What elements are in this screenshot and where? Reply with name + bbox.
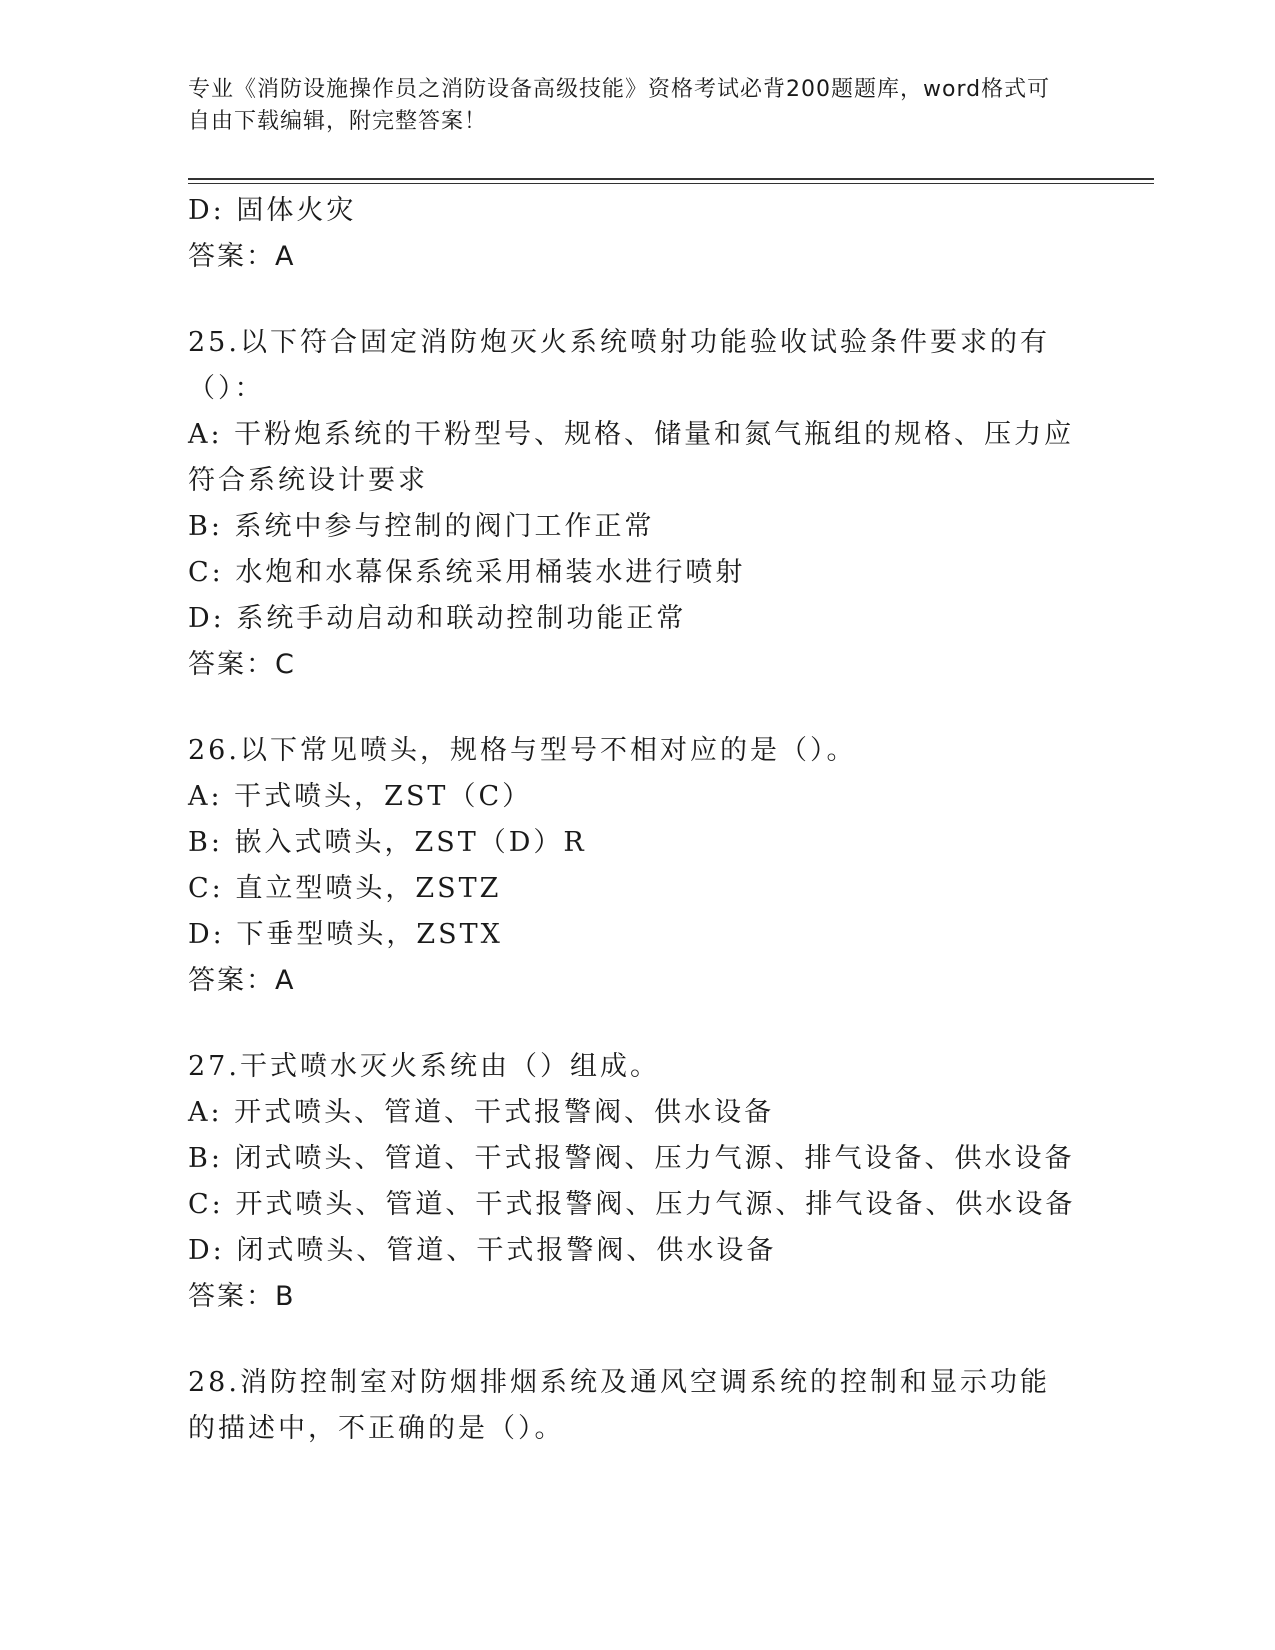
prev-option-d: D: 固体火灾: [188, 195, 357, 226]
option-b: B: 嵌入式喷头，ZST（D）R: [188, 827, 587, 858]
option-a: A: 干粉炮系统的干粉型号、规格、储量和氮气瓶组的规格、压力应符合系统设计要求: [188, 419, 1075, 496]
answer: 答案：B: [188, 1281, 296, 1312]
option-c: C: 开式喷头、管道、干式报警阀、压力气源、排气设备、供水设备: [188, 1189, 1076, 1220]
question-stem: 27.干式喷水灭火系统由（）组成。: [188, 1051, 660, 1082]
option-d: D: 闭式喷头、管道、干式报警阀、供水设备: [188, 1235, 777, 1266]
question-stem: 26.以下常见喷头，规格与型号不相对应的是（）。: [188, 735, 857, 766]
option-b: B: 系统中参与控制的阀门工作正常: [188, 511, 655, 542]
question-stem: 28.消防控制室对防烟排烟系统及通风空调系统的控制和显示功能的描述中，不正确的是（）。: [188, 1367, 1050, 1444]
header-divider-thin: [188, 183, 1154, 184]
option-c: C: 水炮和水幕保系统采用桶装水进行喷射: [188, 557, 746, 588]
option-a: A: 开式喷头、管道、干式报警阀、供水设备: [188, 1097, 775, 1128]
question-25: [188, 320, 1078, 688]
question-27: [188, 1044, 1078, 1320]
question-content: [188, 188, 1078, 1452]
option-a: A: 干式喷头，ZST（C）: [188, 781, 533, 812]
option-d: D: 下垂型喷头，ZSTX: [188, 919, 503, 950]
answer: 答案：A: [188, 965, 296, 996]
question-26: [188, 728, 1078, 1004]
option-c: C: 直立型喷头，ZSTZ: [188, 873, 502, 904]
question-28: [188, 1360, 1078, 1452]
option-d: D: 系统手动启动和联动控制功能正常: [188, 603, 687, 634]
answer: 答案：C: [188, 649, 296, 680]
header-divider-thick: [188, 178, 1154, 180]
document-header: 专业《消防设施操作员之消防设备高级技能》资格考试必背200题题库，word格式可自由下载编辑，附完整答案！: [188, 77, 1051, 134]
option-b: B: 闭式喷头、管道、干式报警阀、压力气源、排气设备、供水设备: [188, 1143, 1075, 1174]
prev-answer: 答案：A: [188, 241, 296, 272]
question-stem: 25.以下符合固定消防炮灭火系统喷射功能验收试验条件要求的有（）：: [188, 327, 1050, 404]
